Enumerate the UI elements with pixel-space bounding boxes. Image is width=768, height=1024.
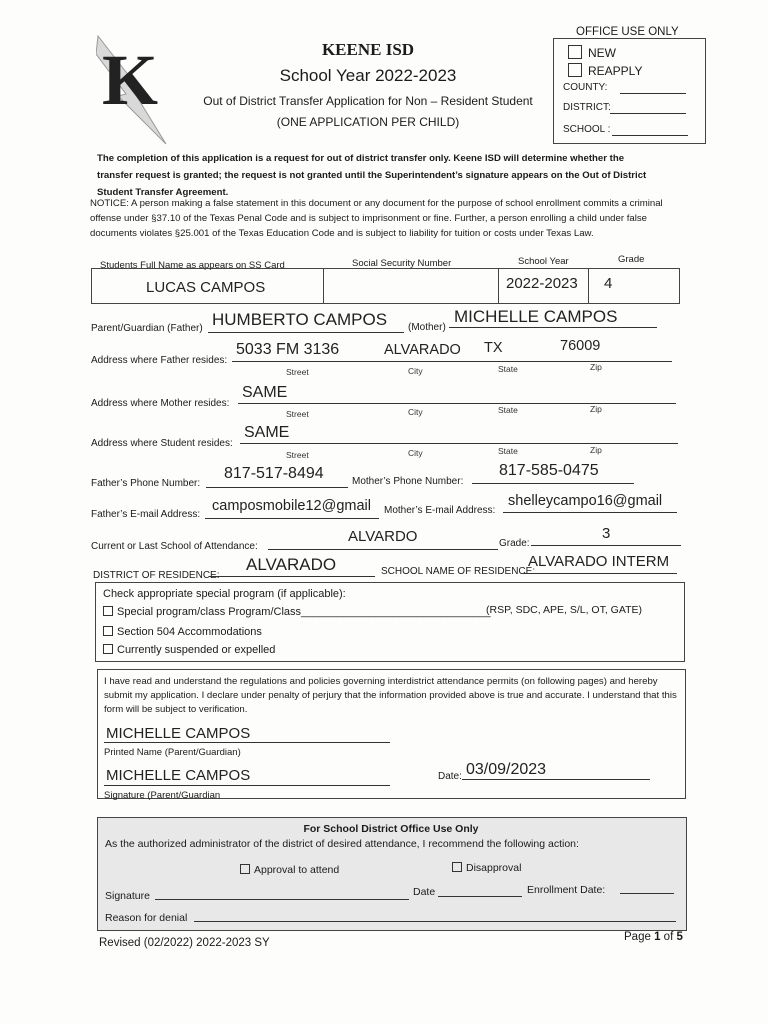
checkbox-icon[interactable]: [240, 864, 250, 874]
father-zip-value[interactable]: 76009: [560, 338, 601, 354]
city-caption: City: [408, 366, 423, 376]
school-name-residence-line: [523, 573, 677, 574]
father-address-label: Address where Father resides:: [91, 355, 228, 366]
special-program-title: Check appropriate special program (if applicable):: [103, 588, 346, 600]
father-name-line: [208, 332, 404, 333]
father-email-label: Father’s E-mail Address:: [91, 509, 201, 520]
suspended-option[interactable]: [103, 644, 275, 656]
notice-statement: NOTICE: A person making a false statement in this document or any document for the purpose of school enrollment commits a criminal offense under §37.10 of the Texas Penal Code and is subject to imprisonment or fine. Further, a person enrolling a child under false documents violates §25.001 of the Texas Education Code and is subject to liability for tuition or costs under Texas Law.: [90, 198, 663, 239]
date-line: [462, 779, 650, 780]
mother-address-value[interactable]: SAME: [242, 384, 288, 401]
school-name-residence-value[interactable]: ALVARADO INTERM: [528, 553, 670, 570]
student-address-label: Address where Student resides:: [91, 438, 233, 449]
divider: [498, 269, 499, 303]
declaration-text: I have read and understand the regulations and policies governing interdistrict attendance permits (on following pages) and hereby submit my application. I declare under penalty of perjury that the information provided above is true and accurate. I understand that this form will be subject to verification.: [104, 676, 677, 715]
date-value[interactable]: 03/09/2023: [466, 761, 547, 778]
district-office-instruction: As the authorized administrator of the district of desired attendance, I recommend the following action:: [105, 838, 579, 850]
office-district-label: DISTRICT:: [563, 102, 611, 113]
father-city-value[interactable]: ALVARADO: [384, 342, 461, 358]
student-name-value[interactable]: LUCAS CAMPOS: [146, 279, 266, 296]
father-address-line: [232, 361, 672, 362]
new-label: NEW: [588, 46, 616, 60]
signature-label: Signature (Parent/Guardian: [104, 790, 221, 801]
district-office-title: For School District Office Use Only: [303, 823, 479, 835]
district-title: KEENE ISD: [321, 40, 415, 59]
signature-line: [104, 785, 390, 786]
printed-name-line: [104, 742, 390, 743]
father-email-line: [205, 518, 379, 519]
school-year-title: School Year 2022-2023: [279, 66, 457, 85]
last-grade-value[interactable]: 3: [602, 525, 611, 542]
checkbox-icon[interactable]: [452, 862, 462, 872]
date-label: Date:: [438, 771, 462, 782]
new-checkbox[interactable]: [568, 45, 582, 59]
page-prefix: Page: [624, 931, 651, 943]
student-address-line: [240, 443, 678, 444]
one-application-note: (ONE APPLICATION PER CHILD): [276, 115, 460, 129]
zip-caption: Zip: [590, 404, 602, 414]
office-date-line: [438, 896, 522, 897]
student-school-year-value[interactable]: 2022-2023: [506, 275, 578, 292]
intro-statement: The completion of this application is a request for out of district transfer only. Keene ISD will determine whether the transfer request is granted; the request is not granted until the Superintendent’s signature appears on the Out of District Student Transfer Agreement.: [97, 153, 647, 198]
mother-phone-label: Mother’s Phone Number:: [352, 476, 464, 487]
disapproval-label: Disapproval: [466, 862, 522, 874]
city-caption: City: [408, 407, 423, 417]
page-number: [624, 931, 683, 943]
approval-label: Approval to attend: [254, 864, 340, 876]
office-signature-line: [155, 899, 409, 900]
checkbox-icon[interactable]: [103, 626, 113, 636]
father-phone-value[interactable]: 817-517-8494: [224, 465, 324, 482]
revision-note: Revised (02/2022) 2022-2023 SY: [99, 937, 270, 949]
divider: [323, 269, 324, 303]
district-residence-line: [209, 576, 375, 577]
form-subtitle: Out of District Transfer Application for Non – Resident Student: [203, 94, 533, 108]
last-school-label: Current or Last School of Attendance:: [91, 541, 258, 552]
mother-address-label: Address where Mother resides:: [91, 398, 230, 409]
special-program-codes: (RSP, SDC, APE, S/L, OT, GATE): [486, 604, 642, 616]
mother-email-line: [503, 512, 677, 513]
page-of: of: [663, 931, 674, 943]
last-grade-line: [531, 545, 681, 546]
zip-caption: Zip: [590, 445, 602, 455]
mother-phone-value[interactable]: 817-585-0475: [499, 462, 599, 479]
father-phone-line: [206, 487, 348, 488]
checkbox-icon[interactable]: [103, 606, 113, 616]
office-school-line: [612, 135, 688, 136]
state-caption: State: [498, 364, 518, 374]
mother-email-value[interactable]: shelleycampo16@gmail: [508, 493, 663, 509]
street-caption: Street: [286, 450, 309, 460]
special-program-option[interactable]: [103, 606, 491, 618]
student-grade-value[interactable]: 4: [604, 275, 613, 292]
state-caption: State: [498, 446, 518, 456]
district-residence-value[interactable]: ALVARADO: [246, 555, 337, 574]
approval-option[interactable]: [240, 864, 339, 876]
mother-name-value[interactable]: MICHELLE CAMPOS: [454, 307, 618, 326]
special-program-label: Special program/class Program/Class_______________________________: [117, 606, 491, 618]
printed-name-label: Printed Name (Parent/Guardian): [104, 747, 241, 758]
divider: [588, 269, 589, 303]
father-state-value[interactable]: TX: [484, 340, 503, 356]
reason-denial-label: Reason for denial: [105, 912, 188, 924]
school-name-residence-label: SCHOOL NAME OF RESIDENCE:: [381, 566, 536, 577]
last-school-value[interactable]: ALVARDO: [348, 528, 418, 545]
father-name-value[interactable]: HUMBERTO CAMPOS: [212, 310, 388, 329]
office-date-label: Date: [413, 886, 436, 898]
enrollment-date-line: [620, 893, 674, 894]
office-signature-label: Signature: [105, 890, 150, 902]
street-caption: Street: [286, 367, 309, 377]
mother-name-line: [449, 327, 657, 328]
mother-address-line: [238, 403, 676, 404]
enrollment-date-label: Enrollment Date:: [527, 884, 606, 896]
city-caption: City: [408, 448, 423, 458]
page-current: 1: [654, 931, 661, 943]
reason-denial-line: [194, 921, 676, 922]
mother-name-label: (Mother): [408, 322, 446, 333]
state-caption: State: [498, 405, 518, 415]
student-address-value[interactable]: SAME: [244, 424, 290, 441]
office-new-row: [568, 45, 616, 60]
street-caption: Street: [286, 409, 309, 419]
disapproval-option[interactable]: [452, 862, 521, 874]
office-county-label: COUNTY:: [563, 82, 608, 93]
header-ssn: Social Security Number: [352, 258, 452, 269]
section-504-option[interactable]: [103, 626, 262, 638]
checkbox-icon[interactable]: [103, 644, 113, 654]
office-district-line: [610, 113, 686, 114]
printed-name-value[interactable]: MICHELLE CAMPOS: [106, 725, 251, 742]
father-email-value[interactable]: camposmobile12@gmail: [212, 498, 371, 514]
office-reapply-row: [568, 63, 642, 78]
mother-email-label: Mother’s E-mail Address:: [384, 505, 496, 516]
father-name-label: Parent/Guardian (Father): [91, 323, 203, 334]
zip-caption: Zip: [590, 362, 602, 372]
section-504-label: Section 504 Accommodations: [117, 626, 262, 638]
office-school-label: SCHOOL :: [563, 124, 611, 135]
reapply-label: REAPPLY: [588, 64, 643, 78]
father-phone-label: Father’s Phone Number:: [91, 478, 201, 489]
header-student-name: Students Full Name as appears on SS Card: [100, 260, 285, 271]
page-total: 5: [676, 931, 683, 943]
reapply-checkbox[interactable]: [568, 63, 582, 77]
suspended-label: Currently suspended or expelled: [117, 644, 276, 656]
last-grade-label: Grade:: [499, 538, 530, 549]
header-grade: Grade: [618, 254, 645, 265]
header-school-year: School Year: [518, 256, 569, 267]
last-school-line: [268, 549, 498, 550]
logo-letter: K: [102, 40, 159, 120]
father-street-value[interactable]: 5033 FM 3136: [236, 341, 340, 358]
district-residence-label: DISTRICT OF RESIDENCE:: [93, 570, 220, 581]
signature-value[interactable]: MICHELLE CAMPOS: [106, 767, 251, 784]
office-use-title: OFFICE USE ONLY: [576, 26, 679, 38]
office-county-line: [620, 93, 686, 94]
mother-phone-line: [472, 483, 634, 484]
